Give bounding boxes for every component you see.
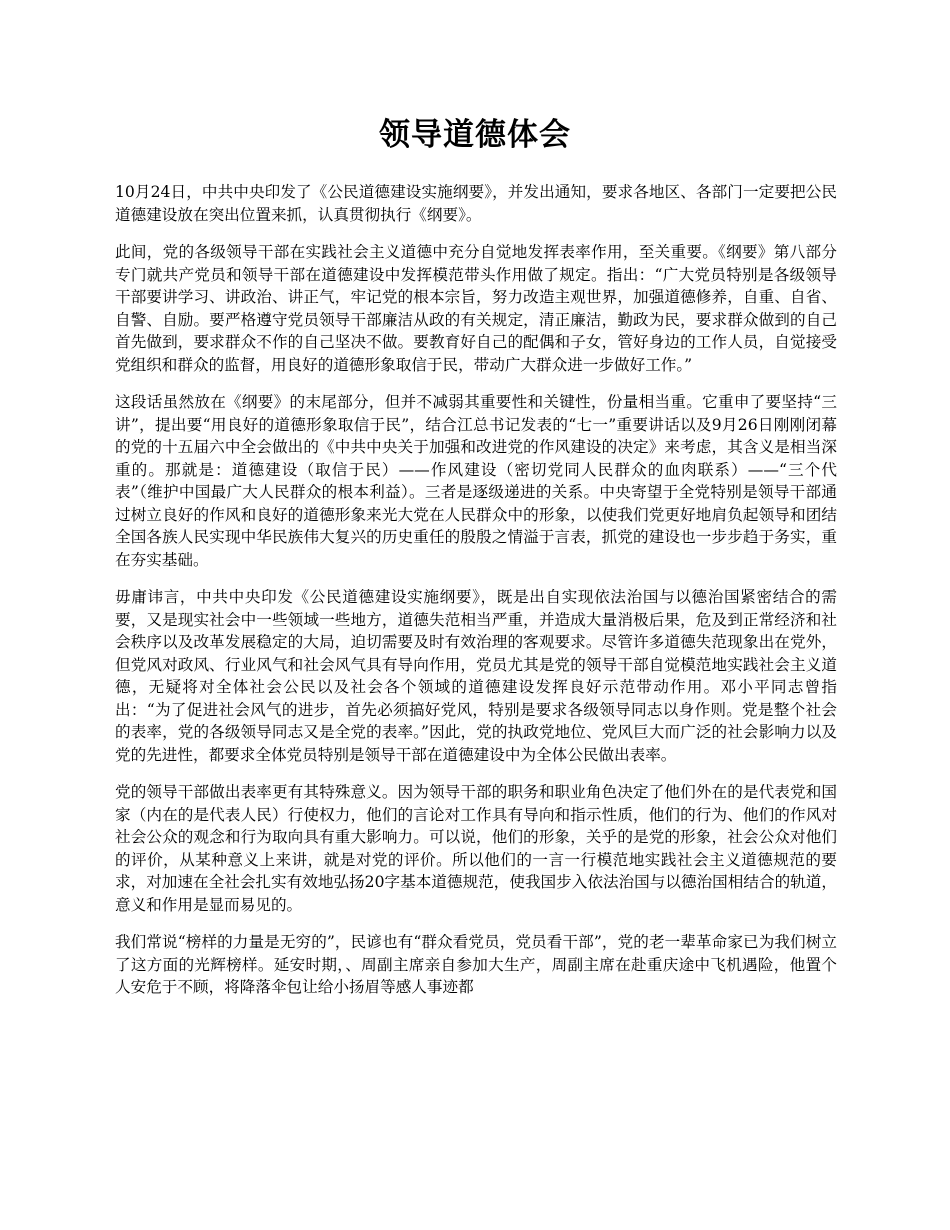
document-title: 领导道德体会 [379, 117, 571, 153]
paragraph-3: 这段话虽然放在《纲要》的末尾部分，但并不减弱其重要性和关键性，份量相当重。它重申了要坚持“三讲”，提出要“用良好的道德形象取信于民”，结合江总书记发表的“七一”重要讲话以及9月26日刚刚闭幕的党的十五届六中全会做出的《中共中央关于加强和改进党的作风建设的决定》来考虑，其含义是相当深重的。那就是：道德建设（取信于民）——作风建设（密切党同人民群众的血肉联系）——“三个代表”（维护中国最广大人民群众的根本利益）。三者是逐级递进的关系。中央寄望于全党特别是领导干部通过树立良好的作风和良好的道德形象来光大党在人民群众中的形象，以使我们党更好地肩负起领导和团结全国各族人民实现中华民族伟大复兴的历史重任的殷殷之情溢于言表，抓党的建设也一步步趋于务实，重在夯实基础。 [115, 393, 837, 569]
paragraph-4: 毋庸讳言，中共中央印发《公民道德建设实施纲要》，既是出自实现依法治国与以德治国紧密结合的需要，又是现实社会中一些领域一些地方，道德失范相当严重，并造成大量消极后果，危及到正常经济和社会秩序以及改革发展稳定的大局，迫切需要及时有效治理的客观要求。尽管许多道德失范现象出在党外，但党风对政风、行业风气和社会风气具有导向作用，党员尤其是党的领导干部自觉模范地实践社会主义道德，无疑将对全体社会公民以及社会各个领域的道德建设发挥良好示范带动作用。邓小平同志曾指出：“为了促进社会风气的进步，首先必须搞好党风，特别是要求各级领导同志以身作则。党是整个社会的表率，党的各级领导同志又是全党的表率。”因此，党的执政党地位、党风巨大而广泛的社会影响力以及党的先进性，都要求全体党员特别是领导干部在道德建设中为全体公民做出表率。 [115, 588, 837, 764]
paragraph-2: 此间，党的各级领导干部在实践社会主义道德中充分自觉地发挥表率作用，至关重要。《纲要》第八部分专门就共产党员和领导干部在道德建设中发挥模范带头作用做了规定。指出：“广大党员特别是各级领导干部要讲学习、讲政治、讲正气，牢记党的根本宗旨，努力改造主观世界，加强道德修养，自重、自省、自警、自励。要严格遵守党员领导干部廉洁从政的有关规定，清正廉洁，勤政为民，要求群众做到的自己首先做到，要求群众不作的自己坚决不做。要教育好自己的配偶和子女，管好身边的工作人员，自觉接受党组织和群众的监督，用良好的道德形象取信于民，带动广大群众进一步做好工作。” [115, 243, 837, 374]
paragraph-1: 10月24日，中共中央印发了《公民道德建设实施纲要》，并发出通知，要求各地区、各部门一定要把公民道德建设放在突出位置来抓，认真贯彻执行《纲要》。 [115, 183, 837, 224]
paragraph-5: 党的领导干部做出表率更有其特殊意义。因为领导干部的职务和职业角色决定了他们外在的是代表党和国家（内在的是代表人民）行使权力，他们的言论对工作具有导向和指示性质，他们的行为、他们的作风对社会公众的观念和行为取向具有重大影响力。可以说，他们的形象，关乎的是党的形象，社会公众对他们的评价，从某种意义上来讲，就是对党的评价。所以他们的一言一行模范地实践社会主义道德规范的要求，对加速在全社会扎实有效地弘扬20字基本道德规范，使我国步入依法治国与以德治国相结合的轨道，意义和作用是显而易见的。 [115, 783, 837, 914]
paragraph-6: 我们常说“榜样的力量是无穷的”，民谚也有“群众看党员，党员看干部”，党的老一辈革命家已为我们树立了这方面的光辉榜样。延安时期，、周副主席亲自参加大生产，周副主席在赴重庆途中飞机遇险，他置个人安危于不顾，将降落伞包让给小扬眉等感人事迹都 [115, 933, 837, 996]
document-body [115, 181, 837, 999]
